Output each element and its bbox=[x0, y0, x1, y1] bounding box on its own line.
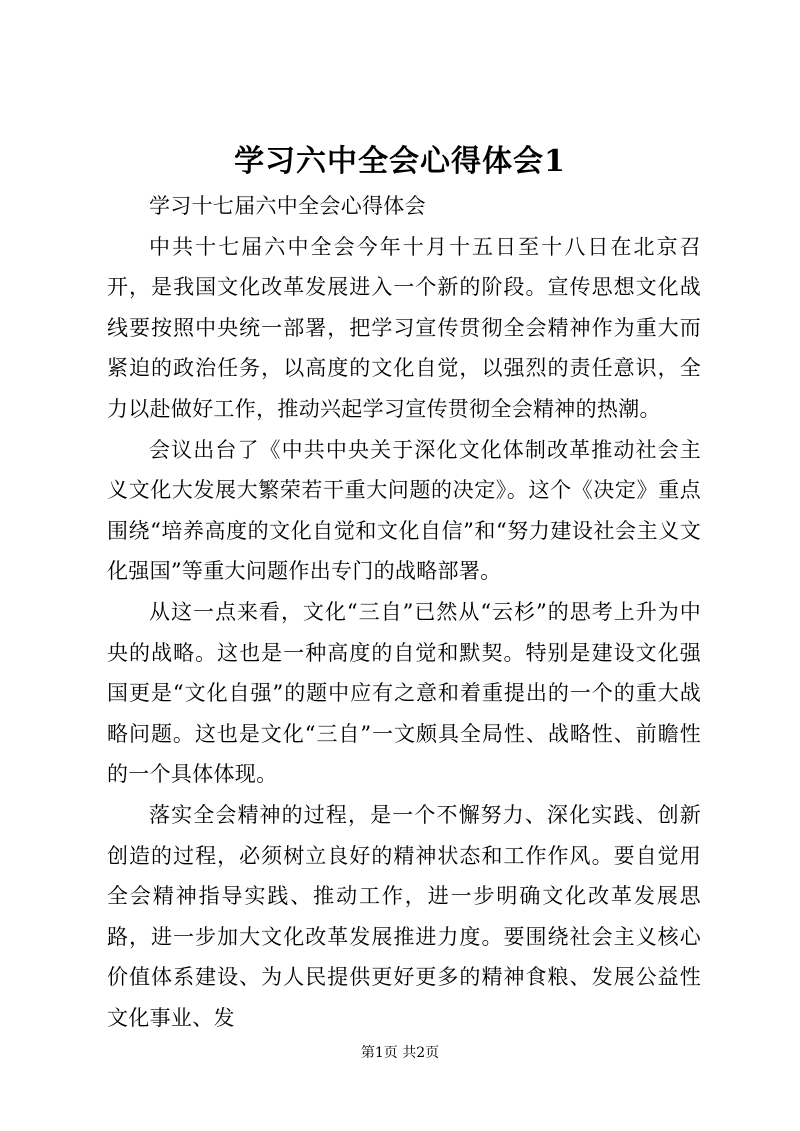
paragraph: 落实全会精神的过程，是一个不懈努力、深化实践、创新创造的过程，必须树立良好的精神状态和工作作风。要自觉用全会精神指导实践、推动工作，进一步明确文化改革发展思路，进一步加大文化改革发展推进力度。要围绕社会主义核心价值体系建设、为人民提供更好更多的精神食粮、发展公益性文化事业、发 bbox=[107, 802, 701, 1030]
document-body bbox=[107, 186, 701, 1038]
page-number-footer: 第1页 共2页 bbox=[360, 1045, 440, 1061]
paragraph: 中共十七届六中全会今年十月十五日至十八日在北京召开，是我国文化改革发展进入一个新的阶段。宣传思想文化战线要按照中央统一部署，把学习宣传贯彻全会精神作为重大而紧迫的政治任务，以高度的文化自觉，以强烈的责任意识，全力以赴做好工作，推动兴起学习宣传贯彻全会精神的热潮。 bbox=[107, 234, 701, 421]
paragraph: 会议出台了《中共中央关于深化文化体制改革推动社会主义文化大发展大繁荣若干重大问题的决定》。这个《决定》重点围绕“培养高度的文化自觉和文化自信”和“努力建设社会主义文化强国”等重大问题作出专门的战略部署。 bbox=[107, 437, 701, 584]
paragraph-subtitle: 学习十七届六中全会心得体会 bbox=[149, 194, 426, 218]
document-title: 学习六中全会心得体会1 bbox=[234, 144, 566, 179]
paragraph: 从这一点来看，文化“三自”已然从“云杉”的思考上升为中央的战略。这也是一种高度的自觉和默契。特别是建设文化强国更是“文化自强”的题中应有之意和着重提出的一个的重大战略问题。这也是文化“三自”一文颇具全局性、战略性、前瞻性的一个具体体现。 bbox=[107, 599, 701, 787]
